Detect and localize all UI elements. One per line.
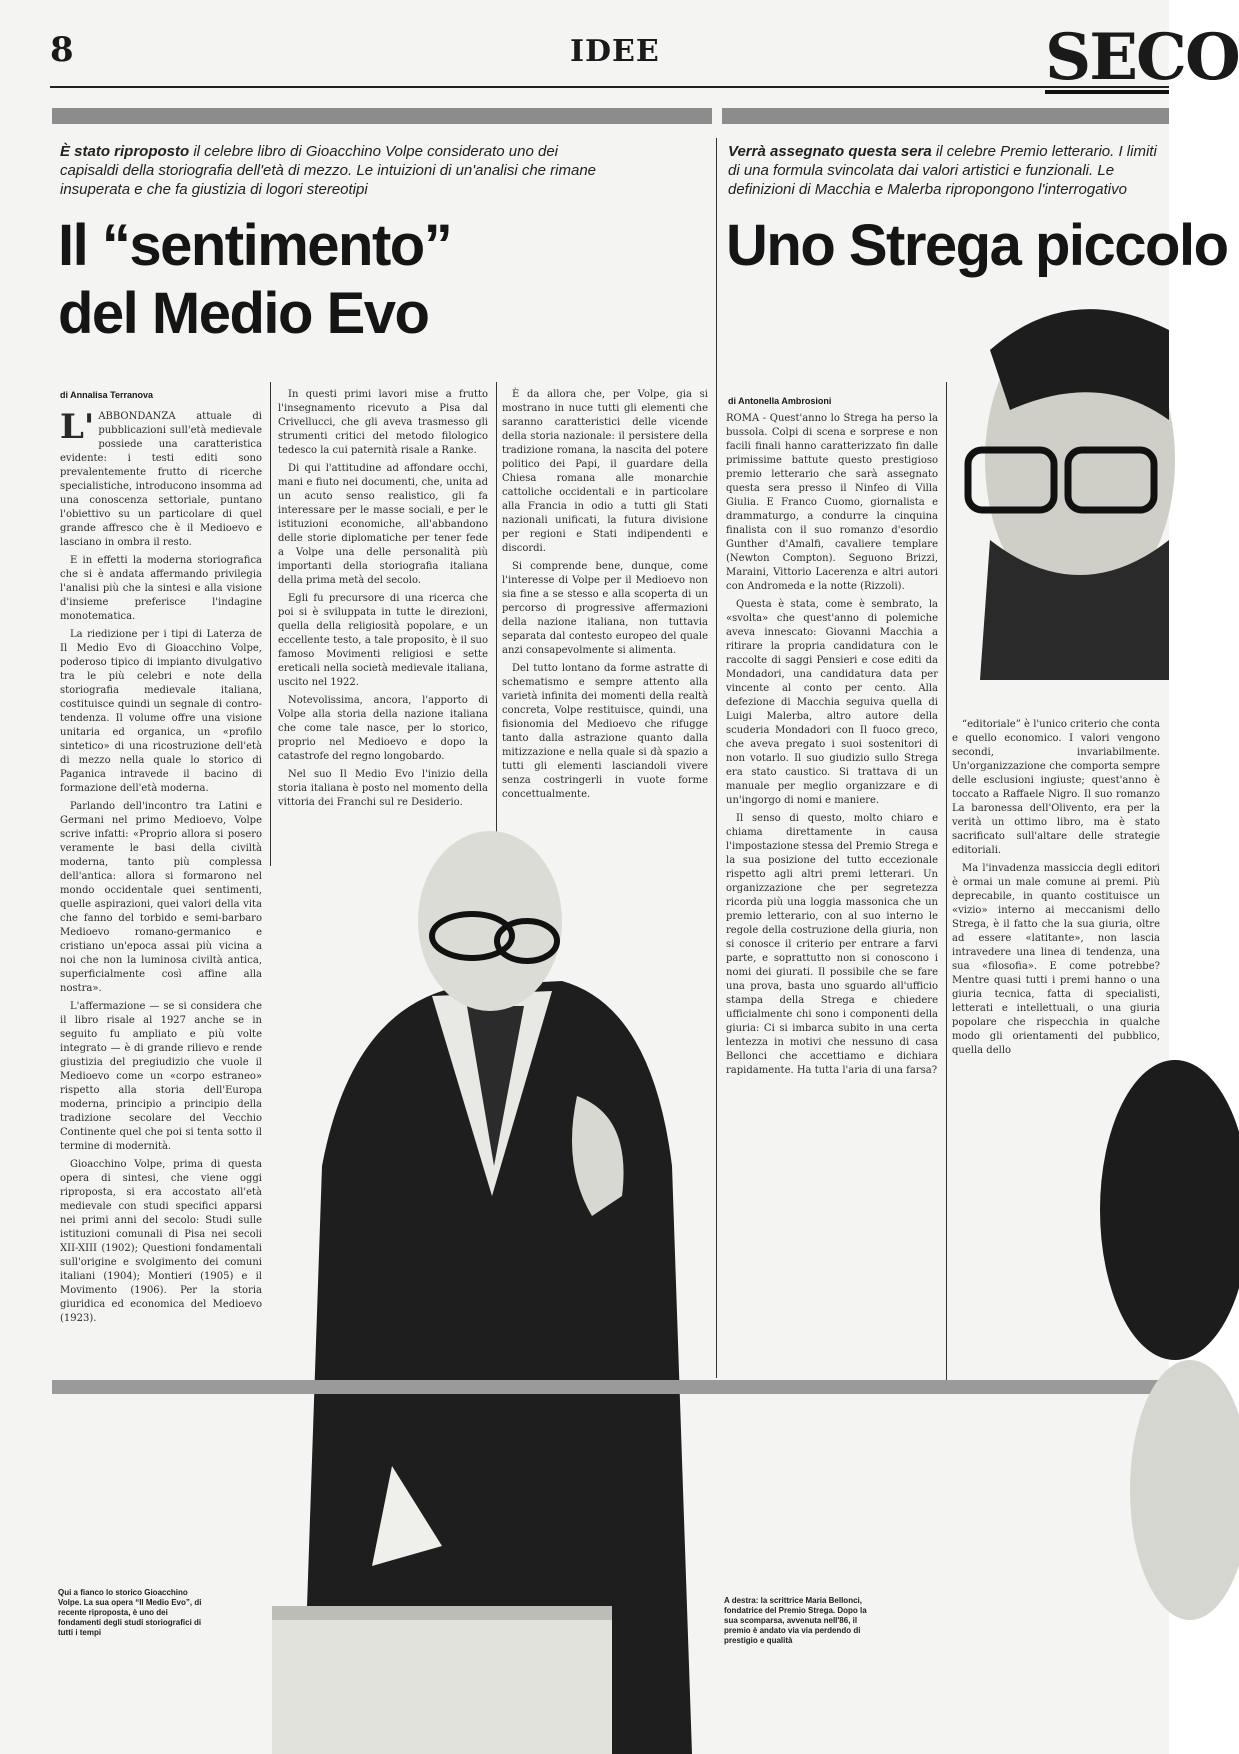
bellonci-photo [1080, 1060, 1169, 1700]
paragraph: Gioacchino Volpe, prima di questa opera di sintesi, che viene oggi riproposta, si era accostato all'età medievale con studi specifici apparsi nei primi anni del secolo: Studi sulle istituzioni comunali di Pisa nei secoli XII-XIII (1902); Questioni fondamentali sull'origine e svolgimento dei comuni italiani (1904); Montieri (1905) e il Movimento (1906). Per la storia giuridica ed economica del Medioevo (1923). [60, 1159, 262, 1324]
volpe-photo [262, 866, 712, 1754]
right-byline: di Antonella Ambrosioni [728, 396, 832, 406]
right-headline: Uno Strega piccolo [726, 213, 1228, 278]
left-headline-2: del Medio Evo [58, 281, 429, 346]
paragraph: Questa è stata, come è sembrato, la «svolta» che quest'anno di polemiche aveva innescato: Giovanni Macchia a ritirare la propria candidatura con le raccolte di saggi Pensieri e cose editi da Mondadori, una candidatura data per vincente al conto per cento. Alla defezione di Macchia seguiva quella di Luigi Malerba, altro autore della scuderia Mondadori con Il fuoco greco, che aveva pregato i suoi sostenitori di non votarlo. Il suo giudizio sullo Strega era stato caustico. Si trattava di un manuale per meglio organizzare e di un'ingorgo di nomi e maniere. [726, 599, 938, 806]
bottom-section-bar [52, 1380, 1169, 1394]
paragraph: E in effetti la moderna storiografica che si è andata affermando privilegia l'analisi più che la sintesi e alla visione d'insieme preferisce l'indagine monotematica. [60, 555, 262, 622]
paragraph: “editoriale” è l'unico criterio che conta e quello economico. I valori vengono secondi, invariabilmente. Un'organizzazione che comporta sempre delle esclusioni ingiuste; quest'anno è toccato a Raffaele Nigro. Il suo romanzo La baronessa dell'Olivento, era per la verità un ottimo libro, ma è stato sacrificato sull'altare delle strategie editoriali. [952, 719, 1160, 856]
left-headline-1: Il “sentimento” [58, 213, 452, 278]
right-column-2 [952, 718, 1160, 1056]
page-number: 8 [50, 30, 74, 70]
left-intro-text: il celebre libro di Gioacchino Volpe considerato uno dei capisaldi della storiografia dell'età di mezzo. Le intuizioni di un'analisi che rimane insuperata e che fa giustizia di logori stereotipi [60, 143, 597, 198]
article-divider [716, 138, 717, 1378]
left-column-1 [60, 407, 262, 1370]
paragraph: Parlando dell'incontro tra Latini e Germani nel primo Medioevo, Volpe scrive infatti: «Proprio allora si posero veramente le basi della civiltà moderna, tanto più complessa dell'antica: allora si formarono nel mondo occidentale quei sentimenti, quelle aspirazioni, quei valori della vita che fanno del torbido e semi-barbaro Medioevo romano-germanico e cristiano un'epoca assai più vicina a noi che non la luminosa civiltà antica, superficialmente così affine alla nostra». [60, 801, 262, 994]
column-rule [946, 382, 947, 1382]
paragraph: Di qui l'attitudine ad affondare occhi, mani e fiuto nei documenti, che, unita ad un acuto senso realistico, gli fa interessare per le masse sociali, e per le istituzioni economiche, all'abbandono delle storie diplomatiche per tener fede a Volpe una delle personalità più importanti della storiografia italiana della prima metà del secolo. [278, 463, 488, 586]
paragraph: Si comprende bene, dunque, come l'interesse di Volpe per il Medioevo non sia fine a se stesso e alla scoperta di un percorso di progressive affermazioni della nazione italiana, non tuttavia separata dal contesto europeo del quale anzi consapevolmente si alimenta. [502, 561, 708, 656]
paragraph: Egli fu precursore di una ricerca che poi si è sviluppata in tutte le direzioni, quella della religiosità popolare, e un eccellente testo, a tale proposito, è il suo famoso Movimenti religiosi e sette ereticali nella società medievale italiana, uscito nel 1922. [278, 593, 488, 688]
drop-cap: L' [60, 407, 95, 447]
right-section-bar [722, 108, 1169, 124]
paragraph: Notevolissima, ancora, l'apporto di Volpe alla storia della nazione italiana che come tale nasce, per lo storico, proprio nel Medioevo e dopo la catastrofe del regno longobardo. [278, 695, 488, 762]
paragraph: L'affermazione — se si considera che il libro risale al 1927 anche se in seguito fu ampliato e più volte integrato — è di grande rilievo e rende giustizia del pregiudizio che vuole il Medioevo come un «corpo estraneo» rispetto alla storia dell'Europa moderna, principio a principio della tradizione secolare del Vecchio Continente quel che poi si tenta sotto il termine di modernità. [60, 1001, 262, 1152]
paragraph: La riedizione per i tipi di Laterza de Il Medio Evo di Gioacchino Volpe, poderoso tipico di impianto divulgativo tra le più celebri e note della storiografia medievale italiana, costituisce quindi un segnale di contro-tendenza. Il volume offre una visione unitaria ed organica, un «profilo sintetico» di una ricostruzione dell'età di mezzo nella quale lo storico di Paganica intravede il bacino di formazione dell'età moderna. [60, 629, 262, 794]
paragraph: In questi primi lavori mise a frutto l'insegnamento ricevuto a Pisa dal Crivellucci, che gli aveva trasmesso gli strumenti critici del metodo filologico tedesco la cui paternità risale a Ranke. [278, 389, 488, 456]
left-column-3 [502, 388, 708, 864]
paragraph: È da allora che, per Volpe, gia si mostrano in nuce tutti gli elementi che saranno caratteristici delle vicende della storia nazionale: il persistere della tradizione romana, la nascita del potere politico dei Papi, il guardare della Chiesa romana alle monarchie cattoliche occidentali e in particolare alla Francia in odio a tutti gli Stati nazionali unificati, la futura divisione per regioni e Stati indipendenti e discordi. [502, 389, 708, 554]
author-photo [950, 290, 1169, 680]
paragraph: Il senso di questo, molto chiaro e chiama direttamente in causa l'impostazione stessa del Premio Strega e la sua posizione del tutto eccezionale rispetto agli altri premi letterari. Un organizzazione che per segretezza ricorda più una loggia massonica che un premio letterario, con al suo interno le regole della costruzione della giuria, non si conosce il criterio per entrare a farvi parte, e soprattutto non si conoscono i nomi dei giurati. Il possibile che se fare una prova, basta uno sguardo all'ufficio stampa della Strega e chiedere ufficialmente chi sono i componenti della giuria: Ci si imbarca subito in una certa lentezza in motivi che nessuno di casa Bellonci che accettiamo e dichiara rapidamente. Ha tutta l'aria di una farsa? [726, 813, 938, 1076]
column-rule [496, 382, 497, 862]
paragraph: Nel suo Il Medio Evo l'inizio della storia italiana è posto nel momento della vittoria dei Franchi sul re Desiderio. [278, 769, 488, 808]
left-intro [60, 142, 600, 199]
left-section-bar [52, 108, 712, 124]
paragraph: ABBONDANZA attuale di pubblicazioni sull'età medievale possiede una caratteristica evidente: i testi editi sono prevalentemente frutto di ricerche specialistiche, introducono insomma ad una conoscenza settoriale, puntano l'obiettivo su un particolare di quel grande affresco che è il Medioevo e lasciano in ombra il resto. [60, 411, 262, 548]
right-intro-text: il celebre Premio letterario. I limiti di una formula svincolata dai valori artistici e funzionali. Le definizioni di Macchia e Malerba ripropongono l'interrogativo [728, 143, 1157, 198]
right-column-1 [726, 412, 938, 1374]
right-intro-lead: Verrà assegnato questa sera [728, 143, 932, 160]
masthead: SECO [1045, 20, 1239, 95]
paragraph: Ma l'invadenza massiccia degli editori è ormai un male comune ai premi. Più deprecabile, in quanto costituisce un «vizio» interno ai meccanismi dello Strega, è il fatto che la sua giuria, oltre ad essere «latitante», non lascia intravedere una linea di tendenza, una sua «filosofia». E come potrebbe? Mentre quasi tutti i premi hanno o una giuria tecnica, fatta di specialisti, letterati e intellettuali, o una giuria popolare che rispecchia in qualche modo gli orientamenti del pubblico, quella dello [952, 863, 1160, 1056]
header-rule [50, 86, 1169, 88]
left-intro-lead: È stato riproposto [60, 143, 190, 160]
left-column-2 [278, 388, 488, 864]
section-title: IDEE [570, 34, 660, 69]
left-byline: di Annalisa Terranova [60, 390, 154, 400]
left-photo-caption: Qui a fianco lo storico Gioacchino Volpe. La sua opera “Il Medio Evo”, di recente riproposta, è uno dei fondamenti degli studi storiografici di tutti i tempi [58, 1588, 202, 1637]
paragraph: ROMA - Quest'anno lo Strega ha perso la bussola. Colpi di scena e sorprese e non facili finali hanno caratterizzato fin dalle primissime battute questo prestigioso premio letterario che sarà assegnato questa sera presso il Ninfeo di Villa Giulia. E Franco Cuomo, giornalista e drammaturgo, a condurre la cinquina finalista con il suo romanzo d'esordio Gunther d'Amalfi, cavaliere templare (Newton Compton). Seguono Brizzi, Maraini, Vittorio Lacerenza e altri autori con Andromeda e la notte (Rizzoli). [726, 413, 938, 592]
right-photo-caption: A destra: la scrittrice Maria Bellonci, fondatrice del Premio Strega. Dopo la sua scomparsa, avvenuta nell'86, il premio è andato via via perdendo di prestigio e qualità [724, 1596, 867, 1645]
right-intro [728, 142, 1169, 199]
paragraph: Del tutto lontano da forme astratte di schematismo e sempre attento alla varietà infinita dei momenti della realtà concreta, Volpe restituisce, quindi, una fisionomia del Medioevo che rifugge tanto dalla astrazione quanto dalla mitizzazione e nella quale si dà spazio a tutti gli elementi lasciandoli vivere senza costringerli in vuote forme concettualmente. [502, 663, 708, 800]
